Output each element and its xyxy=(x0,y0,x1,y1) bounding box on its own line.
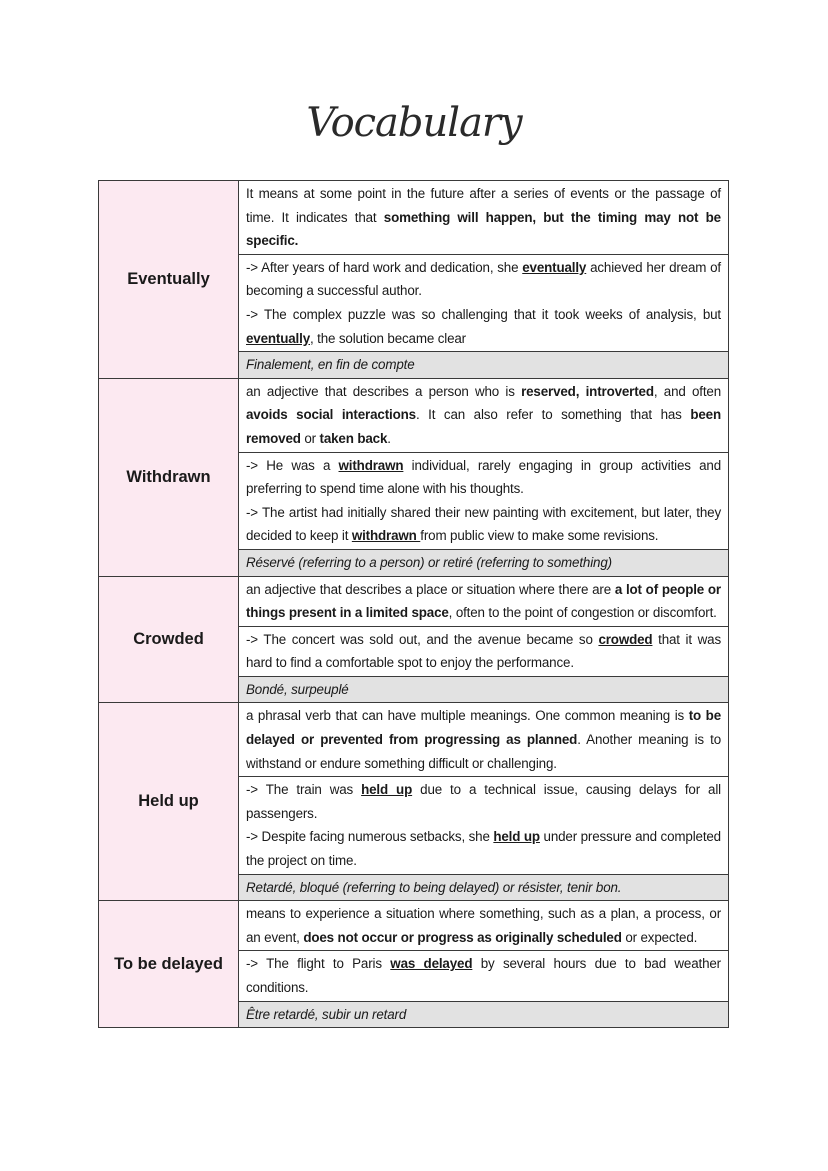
text-segment: -> The train was xyxy=(246,782,362,798)
text-segment: from public view to make some revisions. xyxy=(420,528,659,544)
text-segment: It means at some point in the future after a series of events or the passage of time. It indicates that xyxy=(246,186,721,225)
bold-text: been removed xyxy=(246,407,721,446)
vocab-word: Eventually xyxy=(99,181,239,379)
text-segment: a phrasal verb that can have multiple meanings. One common meaning is xyxy=(246,708,689,724)
entry-definition-row xyxy=(99,181,729,255)
definition-cell xyxy=(239,576,729,626)
text-segment: achieved her dream of becoming a successful author. xyxy=(246,259,721,299)
bold-text: avoids social interactions xyxy=(246,407,416,423)
highlighted-term: eventually xyxy=(246,330,310,346)
text-segment: -> The concert was sold out, and the avenue became so xyxy=(246,631,599,647)
bold-text: to be delayed or prevented from progressing as planned xyxy=(246,708,721,748)
example-sentence xyxy=(246,825,721,872)
text-segment: , and often xyxy=(653,383,721,399)
examples-cell xyxy=(239,777,729,874)
entry-definition-row xyxy=(99,901,729,951)
definition-cell xyxy=(239,181,729,255)
text-segment: an adjective that describes a person who is xyxy=(246,383,522,399)
text-segment: due to a technical issue, causing delays for all passengers. xyxy=(246,782,721,821)
example-sentence xyxy=(246,303,721,350)
highlighted-term: crowded xyxy=(598,631,653,647)
bold-text: a lot of people or things present in a limited space xyxy=(246,581,721,621)
entry-definition-row xyxy=(99,378,729,452)
text-segment: an adjective that describes a place or situation where there are xyxy=(246,581,615,597)
vocab-word: To be delayed xyxy=(99,901,239,1028)
text-segment: means to experience a situation where something, such as a plan, a process, or an event, xyxy=(246,906,721,945)
text-segment: under pressure and completed the project on time. xyxy=(246,829,721,869)
text-segment: , often to the point of congestion or discomfort. xyxy=(448,605,717,621)
translation-cell: Réservé (referring to a person) or retiré (referring to something) xyxy=(239,549,729,576)
text-segment: individual, rarely engaging in group activities and preferring to spend time alone with his thoughts. xyxy=(246,457,721,497)
highlighted-term: held up xyxy=(493,829,540,845)
vocab-word: Held up xyxy=(99,703,239,901)
highlighted-term: eventually xyxy=(522,259,587,275)
highlighted-term: held up xyxy=(361,782,413,798)
text-segment: -> The artist had initially shared their new painting with excitement, but later, they decided to keep it xyxy=(246,504,721,544)
bold-text: does not occur or progress as originally scheduled xyxy=(303,929,622,945)
example-sentence xyxy=(246,628,721,675)
definition-cell xyxy=(239,901,729,951)
text-segment: or xyxy=(300,430,320,446)
entry-definition-row xyxy=(99,576,729,626)
examples-cell xyxy=(239,254,729,351)
vocab-word: Crowded xyxy=(99,576,239,703)
text-segment: -> Despite facing numerous setbacks, she xyxy=(246,829,494,845)
text-segment: . It can also refer to something that has xyxy=(415,407,691,423)
examples-cell xyxy=(239,452,729,549)
example-sentence xyxy=(246,952,721,999)
text-segment: by several hours due to bad weather conditions. xyxy=(246,956,721,995)
vocabulary-table xyxy=(98,180,729,1028)
text-segment: . xyxy=(387,430,391,446)
text-segment: . Another meaning is to withstand or endure something difficult or challenging. xyxy=(246,732,721,771)
example-sentence xyxy=(246,778,721,825)
examples-cell xyxy=(239,951,729,1001)
text-segment: -> After years of hard work and dedication, she xyxy=(246,259,523,275)
text-segment: -> He was a xyxy=(246,457,339,473)
text-segment: , the solution became clear xyxy=(310,330,466,346)
translation-cell: Retardé, bloqué (referring to being delayed) or résister, tenir bon. xyxy=(239,874,729,901)
page-title: Vocabulary xyxy=(306,100,522,146)
bold-text: taken back xyxy=(319,430,388,446)
example-sentence xyxy=(246,501,721,548)
translation-cell: Finalement, en fin de compte xyxy=(239,352,729,379)
translation-cell: Être retardé, subir un retard xyxy=(239,1001,729,1028)
vocab-word: Withdrawn xyxy=(99,378,239,576)
text-segment: -> The complex puzzle was so challenging that it took weeks of analysis, but xyxy=(246,306,721,322)
translation-cell: Bondé, surpeuplé xyxy=(239,676,729,703)
definition-cell xyxy=(239,378,729,452)
highlighted-term: withdrawn xyxy=(338,457,404,473)
bold-text: reserved, introverted xyxy=(521,383,654,399)
entry-definition-row xyxy=(99,703,729,777)
examples-cell xyxy=(239,626,729,676)
vocabulary-table-body xyxy=(99,181,729,1028)
definition-cell xyxy=(239,703,729,777)
text-segment: -> The flight to Paris xyxy=(246,956,391,972)
example-sentence xyxy=(246,256,721,303)
highlighted-term: was delayed xyxy=(390,956,473,972)
example-sentence xyxy=(246,454,721,501)
text-segment: that it was hard to find a comfortable spot to enjoy the performance. xyxy=(246,631,721,671)
bold-text: something will happen, but the timing may not be specific. xyxy=(246,209,721,249)
text-segment: or expected. xyxy=(621,929,698,945)
highlighted-term: withdrawn xyxy=(351,528,421,544)
